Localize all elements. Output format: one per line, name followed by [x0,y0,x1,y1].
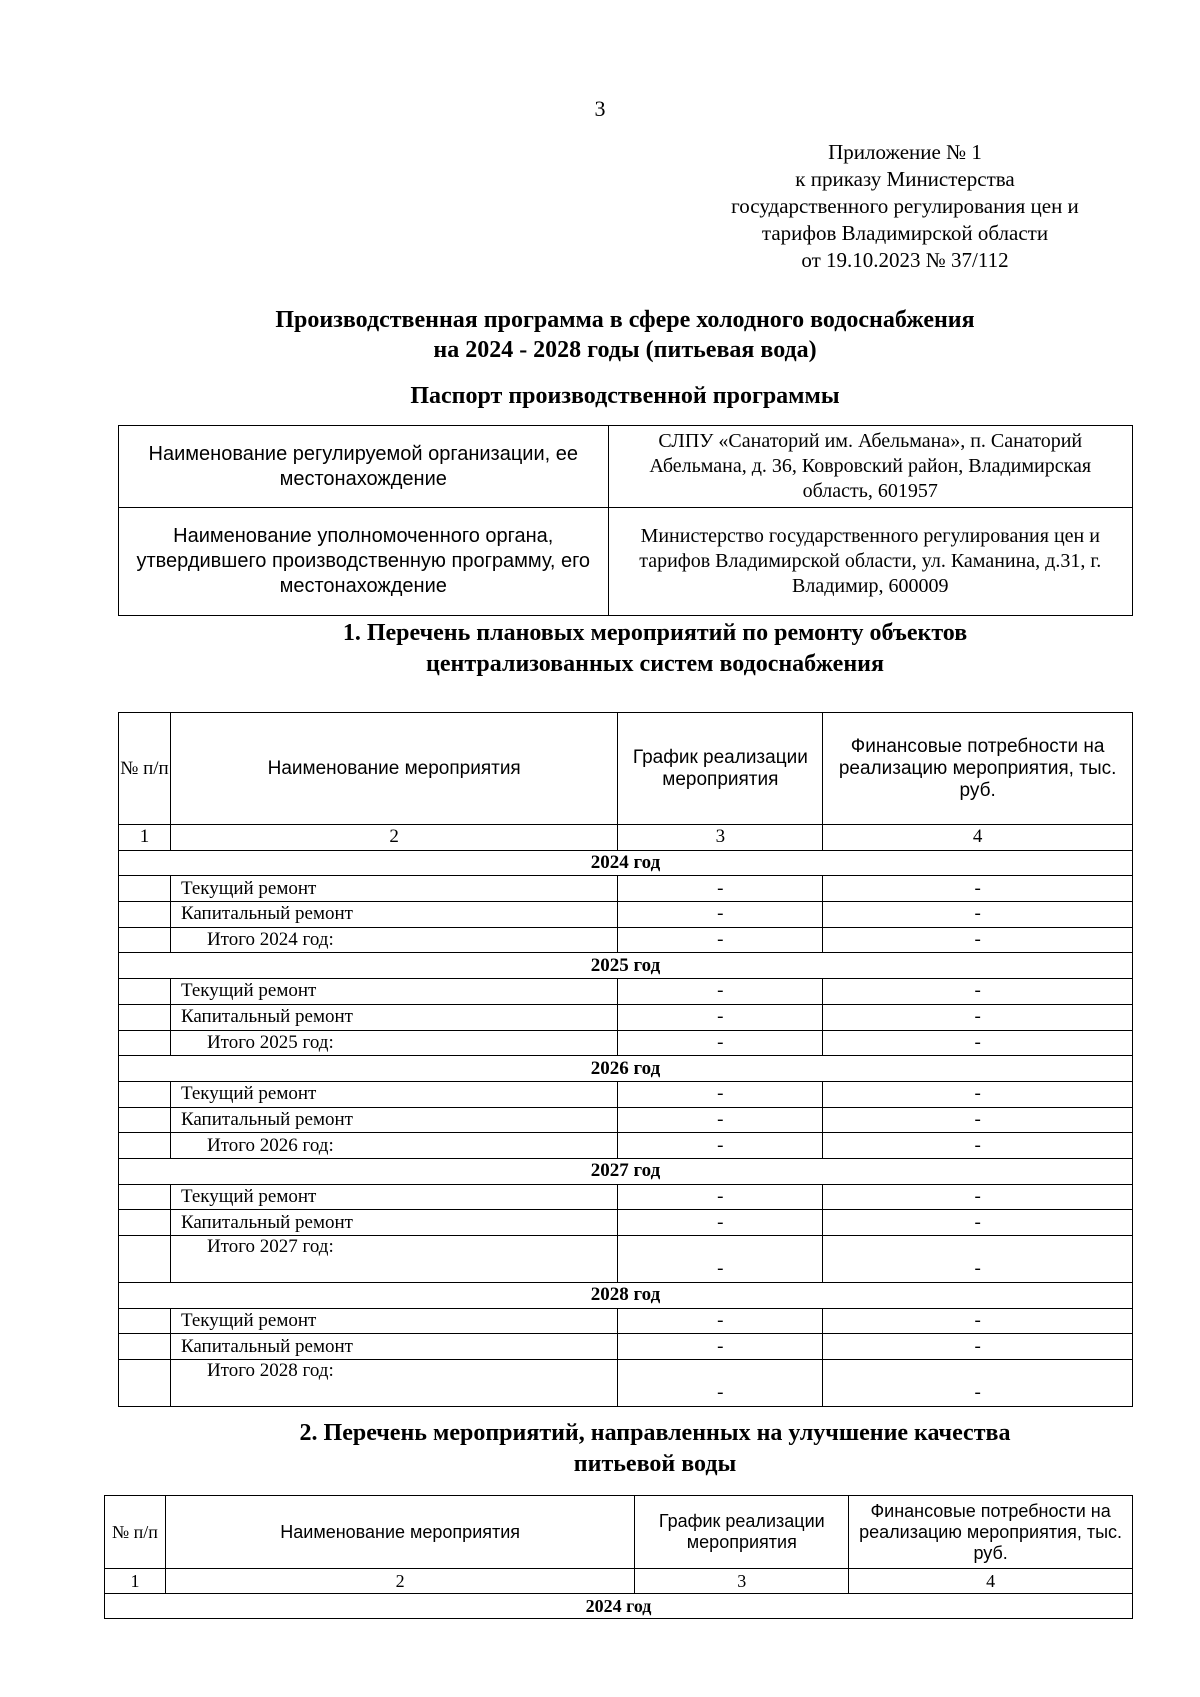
row-name: Текущий ремонт [170,876,617,902]
row-finance: - [823,1360,1133,1407]
column-number: 1 [105,1569,166,1594]
repair-table [118,712,1133,1407]
column-number: 2 [170,825,617,851]
document-title-line: Производственная программа в сфере холодного водоснабжения [275,307,975,333]
table-row [119,979,1133,1005]
header-num: № п/п [105,1496,166,1569]
header-schedule: График реализации мероприятия [635,1496,849,1569]
row-schedule: - [618,1184,823,1210]
year-row [119,953,1133,979]
quality-table-header [105,1496,1133,1569]
row-finance: - [823,1133,1133,1159]
header-name: Наименование мероприятия [170,713,617,825]
section2-title [180,1418,1130,1480]
row-name: Текущий ремонт [170,1308,617,1334]
row-finance: - [823,876,1133,902]
row-finance: - [823,1236,1133,1283]
section2-title-line: 2. Перечень мероприятий, направленных на улучшение качества [299,1420,1011,1446]
table-row [119,1004,1133,1030]
document-title [100,305,1150,365]
row-schedule: - [618,1081,823,1107]
header-schedule: График реализации мероприятия [618,713,823,825]
repair-table-header [119,713,1133,825]
row-finance: - [823,1030,1133,1056]
passport-row [119,426,1133,508]
table-row [119,1030,1133,1056]
table-row [119,1236,1133,1283]
row-schedule: - [618,979,823,1005]
year-row [119,1283,1133,1309]
page-number: 3 [594,96,606,121]
row-schedule: - [618,927,823,953]
passport-title: Паспорт производственной программы [410,383,840,409]
row-name: Текущий ремонт [170,1081,617,1107]
row-name: Текущий ремонт [170,1184,617,1210]
table-row [119,1360,1133,1407]
row-name: Капитальный ремонт [170,1210,617,1236]
row-schedule: - [618,876,823,902]
row-schedule: - [618,1030,823,1056]
year-label: 2025 год [119,953,1133,979]
table-row [119,927,1133,953]
header-finance: Финансовые потребности на реализацию мероприятия, тыс. руб. [849,1496,1133,1569]
row-schedule: - [618,1210,823,1236]
row-name: Капитальный ремонт [170,1334,617,1360]
year-row [105,1594,1133,1619]
appendix-line: Приложение № 1 [828,140,982,164]
column-numbers-row [105,1569,1133,1594]
row-finance: - [823,1004,1133,1030]
passport-row [119,508,1133,616]
table-row [119,1133,1133,1159]
row-finance: - [823,1210,1133,1236]
row-finance: - [823,1107,1133,1133]
table-row [119,1334,1133,1360]
column-number: 1 [119,825,171,851]
row-name: Итого 2024 год: [170,927,617,953]
year-label: 2026 год [119,1056,1133,1082]
table-row [119,1081,1133,1107]
year-label: 2024 год [119,850,1133,876]
row-schedule: - [618,1004,823,1030]
row-finance: - [823,1334,1133,1360]
column-number: 4 [823,825,1133,851]
row-schedule: - [618,1360,823,1407]
year-label: 2027 год [119,1158,1133,1184]
row-schedule: - [618,902,823,928]
appendix-line: тарифов Владимирской области [761,221,1049,245]
table-row [119,1107,1133,1133]
row-name: Капитальный ремонт [170,902,617,928]
row-finance: - [823,1308,1133,1334]
row-name: Итого 2025 год: [170,1030,617,1056]
row-schedule: - [618,1334,823,1360]
year-row [119,850,1133,876]
header-name: Наименование мероприятия [165,1496,634,1569]
appendix-line: от 19.10.2023 № 37/112 [801,248,1009,272]
row-finance: - [823,1184,1133,1210]
row-name: Капитальный ремонт [170,1004,617,1030]
passport-label: Наименование регулируемой организации, ее местонахождение [119,426,609,508]
section2-title-line: питьевой воды [573,1451,737,1477]
appendix-line: государственного регулирования цен и [731,194,1079,218]
year-label: 2024 год [105,1594,1133,1619]
row-finance: - [823,1081,1133,1107]
table-row [119,902,1133,928]
column-number: 4 [849,1569,1133,1594]
year-row [119,1158,1133,1184]
header-finance: Финансовые потребности на реализацию мероприятия, тыс. руб. [823,713,1133,825]
passport-table [118,425,1133,616]
row-schedule: - [618,1308,823,1334]
section1-title-line: 1. Перечень плановых мероприятий по ремонту объектов [342,620,968,646]
passport-label: Наименование уполномоченного органа, утвердившего производственную программу, его местонахождение [119,508,609,616]
row-name: Итого 2027 год: [170,1236,617,1283]
section1-title [180,618,1130,680]
column-numbers-row [119,825,1133,851]
appendix-line: к приказу Министерства [795,167,1015,191]
passport-value: Министерство государственного регулирования цен и тарифов Владимирской области, ул. Каманина, д.31, г. Владимир, 600009 [608,508,1132,616]
row-schedule: - [618,1133,823,1159]
row-name: Капитальный ремонт [170,1107,617,1133]
row-schedule: - [618,1236,823,1283]
row-name: Текущий ремонт [170,979,617,1005]
row-name: Итого 2026 год: [170,1133,617,1159]
appendix-block [700,139,1110,274]
year-row [119,1056,1133,1082]
quality-table [104,1495,1133,1619]
table-row [119,1308,1133,1334]
row-finance: - [823,902,1133,928]
column-number: 2 [165,1569,634,1594]
table-row [119,1210,1133,1236]
section1-title-line: централизованных систем водоснабжения [426,651,884,677]
row-name: Итого 2028 год: [170,1360,617,1407]
row-finance: - [823,927,1133,953]
row-schedule: - [618,1107,823,1133]
column-number: 3 [635,1569,849,1594]
row-finance: - [823,979,1133,1005]
table-row [119,1184,1133,1210]
header-num: № п/п [119,713,171,825]
table-row [119,876,1133,902]
year-label: 2028 год [119,1283,1133,1309]
document-title-line: на 2024 - 2028 годы (питьевая вода) [433,337,817,363]
passport-value: СЛПУ «Санаторий им. Абельмана», п. Санаторий Абельмана, д. 36, Ковровский район, Владимирская область, 601957 [608,426,1132,508]
column-number: 3 [618,825,823,851]
